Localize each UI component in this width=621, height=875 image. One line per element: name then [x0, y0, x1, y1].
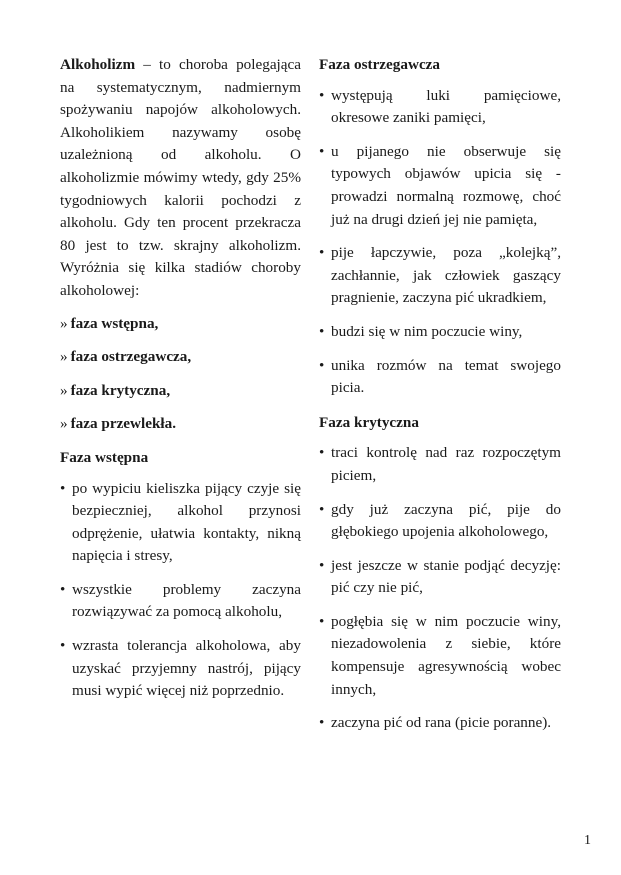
- bullet: •: [319, 612, 325, 630]
- bullet: •: [319, 556, 325, 574]
- right-column: [319, 54, 561, 747]
- list-item-text: unika rozmów na temat swojego picia.: [331, 356, 561, 397]
- intro-term: Alkoholizm: [60, 56, 136, 73]
- list-item: [319, 141, 561, 231]
- phase-marker: »: [60, 381, 68, 399]
- bullet: •: [319, 444, 325, 462]
- bullet: •: [60, 479, 66, 497]
- intro-text: – to choroba polegająca na systematycznym, nadmiernym spożywaniu napojów alkoholowych. Alkoholikiem nazywamy osobę uzależnioną od alkoholu. O alkoholizmie mówimy wtedy, gdy 25% tygodniowych kalorii pochodzi z alkoholu. Gdy ten procent przekracza 80 jest to tzw. skrajny alkoholizm. Wyróżnia się kilka stadiów choroby alkoholowej:: [60, 56, 301, 299]
- list-item-text: wszystkie problemy zaczyna rozwiązywać za pomocą alkoholu,: [72, 580, 301, 621]
- list-item-text: pogłębia się w nim poczucie winy, niezadowolenia z siebie, które kompensuje agresywnością wobec innych,: [331, 612, 561, 698]
- phase-item: [60, 380, 301, 403]
- list-item-text: występują luki pamięciowe, okresowe zaniki pamięci,: [331, 86, 561, 127]
- list-item-text: wzrasta tolerancja alkoholowa, aby uzyskać przyjemny nastrój, pijący musi wypić więcej niż poprzednio.: [72, 637, 301, 700]
- left-column: [60, 54, 301, 715]
- list-item-text: pije łapczywie, poza „kolejką”, zachłannie, jak człowiek gaszący pragnienie, zaczyna pić ukradkiem,: [331, 244, 561, 307]
- phase-marker: »: [60, 348, 68, 366]
- bullet: •: [60, 580, 66, 598]
- page-number: 1: [584, 833, 591, 848]
- list-item: [319, 321, 561, 344]
- list-item: [319, 242, 561, 310]
- list-item: [319, 355, 561, 400]
- list-item-text: jest jeszcze w stanie podjąć decyzję: pić czy nie pić,: [331, 556, 561, 597]
- list-item: [60, 478, 301, 568]
- list-item: [319, 499, 561, 544]
- bullet: •: [60, 637, 66, 655]
- bullet: •: [319, 322, 325, 340]
- list-item-text: zaczyna pić od rana (picie poranne).: [331, 714, 552, 732]
- section-heading-krytyczna: Faza krytyczna: [319, 413, 419, 431]
- list-item-text: u pijanego nie obserwuje się typowych objawów upicia się - prowadzi normalną rozmowę, choć już na drugi dzień jej nie pamięta,: [331, 142, 561, 228]
- list-krytyczna: [319, 442, 561, 735]
- list-ostrzegawcza: [319, 85, 561, 400]
- bullet: •: [319, 356, 325, 374]
- section-heading-ostrzegawcza: Faza ostrzegawcza: [319, 56, 441, 73]
- intro-paragraph: [60, 54, 301, 303]
- list-item-text: traci kontrolę nad raz rozpoczętym piciem,: [331, 444, 561, 484]
- section-heading-wstepna: Faza wstępna: [60, 448, 149, 466]
- phase-label: faza wstępna,: [70, 314, 159, 332]
- phase-item: [60, 313, 301, 336]
- list-item: [319, 712, 561, 735]
- bullet: •: [319, 714, 325, 732]
- list-item: [60, 635, 301, 703]
- bullet: •: [319, 500, 325, 518]
- phase-label: faza przewlekła.: [70, 415, 177, 433]
- phase-marker: »: [60, 314, 68, 332]
- phase-item: [60, 413, 301, 436]
- bullet: •: [319, 244, 325, 262]
- list-item: [319, 555, 561, 600]
- list-item: [319, 442, 561, 487]
- phase-marker: »: [60, 415, 68, 433]
- list-item: [60, 579, 301, 624]
- phase-item: [60, 346, 301, 369]
- phase-label: faza ostrzegawcza,: [70, 348, 192, 366]
- phase-label: faza krytyczna,: [70, 381, 171, 399]
- list-item-text: budzi się w nim poczucie winy,: [331, 322, 523, 340]
- list-item: [319, 85, 561, 130]
- list-item: [319, 611, 561, 701]
- bullet: •: [319, 142, 325, 160]
- phase-list: [60, 313, 301, 436]
- list-item-text: po wypiciu kieliszka pijący czyje się bezpieczniej, alkohol przynosi odprężenie, ułatwia kontakty, nikną napięcia i stresy,: [72, 479, 301, 565]
- list-wstepna: [60, 478, 301, 703]
- bullet: •: [319, 86, 325, 104]
- list-item-text: gdy już zaczyna pić, pije do głębokiego upojenia alkoholowego,: [331, 500, 561, 541]
